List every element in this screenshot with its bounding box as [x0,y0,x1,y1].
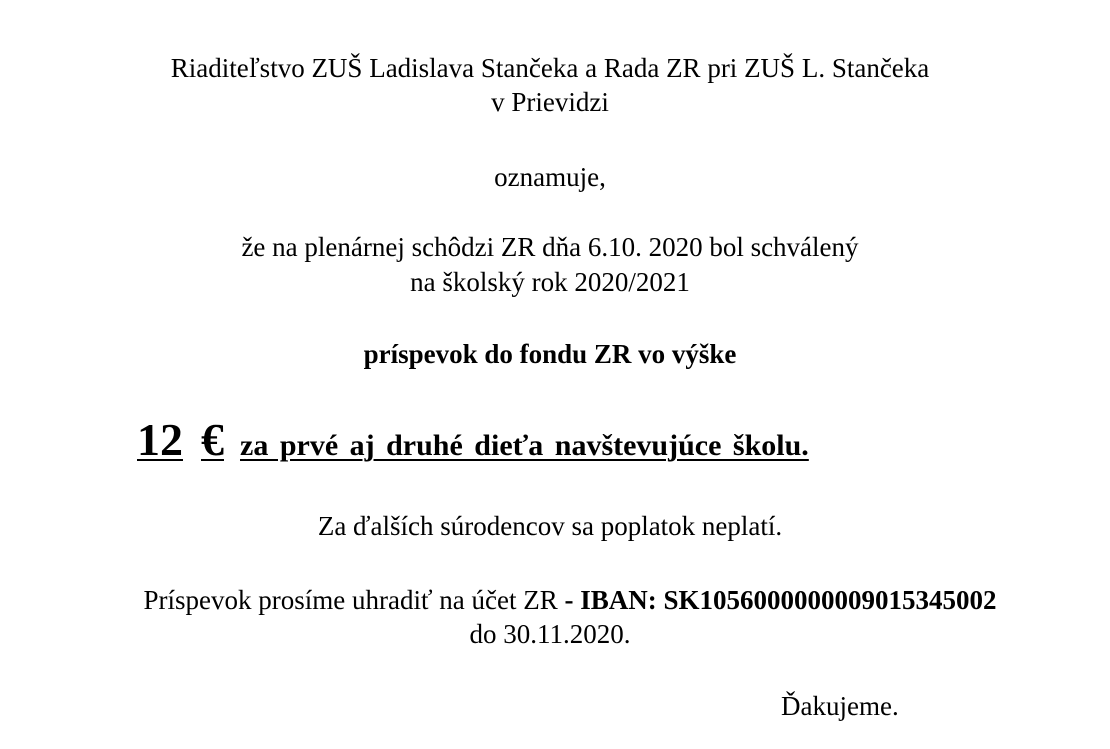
payment-deadline: do 30.11.2020. [469,619,631,649]
iban-label: - IBAN: SK1056000000009015345002 [564,585,997,615]
amount-line [137,414,809,472]
meeting-line-1: že na plenárnej schôdzi ZR dňa 6.10. 2020 bol schválený [241,232,859,262]
amount-value: 12 [137,414,183,465]
meeting-line-2: na školský rok 2020/2021 [410,267,690,297]
siblings-note: Za ďalších súrodencov sa poplatok neplatí. [317,511,783,541]
closing-thanks: Ďakujeme. [781,691,899,721]
payment-line [0,584,1110,616]
contribution-label: príspevok do fondu ZR vo výške [363,339,737,369]
amount-currency: € [201,414,224,465]
heading-line-2: v Prievidzi [491,87,609,117]
heading-line-1: Riaditeľstvo ZUŠ Ladislava Stančeka a Rada ZR pri ZUŠ L. Stančeka [170,53,930,83]
amount-description: za prvé aj druhé dieťa navštevujúce školu. [240,429,809,462]
announces-text: oznamuje, [494,162,606,192]
payment-text: Príspevok prosíme uhradiť na účet ZR [143,585,558,615]
